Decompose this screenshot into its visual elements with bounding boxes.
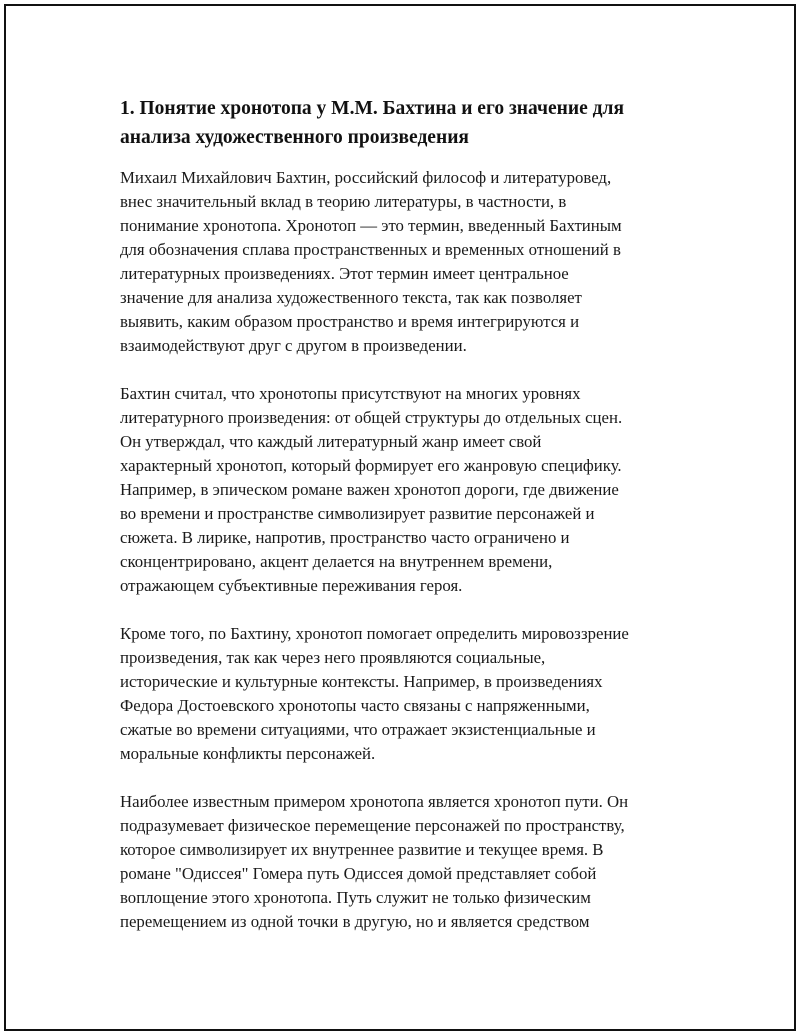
paragraph-1: [120, 166, 700, 358]
paragraph-2: [120, 382, 700, 598]
text-line: сжатые во времени ситуациями, что отражает экзистенциальные и: [120, 720, 596, 739]
text-line: романе "Одиссея" Гомера путь Одиссея домой представляет собой: [120, 864, 597, 883]
text-line: перемещением из одной точки в другую, но и является средством: [120, 912, 590, 931]
text-line: понимание хронотопа. Хронотоп — это термин, введенный Бахтиным: [120, 216, 622, 235]
text-line: Бахтин считал, что хронотопы присутствуют на многих уровнях: [120, 384, 581, 403]
page-frame: [4, 4, 796, 1031]
text-line: выявить, каким образом пространство и время интегрируются и: [120, 312, 580, 331]
text-line: сконцентрировано, акцент делается на внутреннем времени,: [120, 552, 553, 571]
text-line: Кроме того, по Бахтину, хронотоп помогает определить мировоззрение: [120, 624, 629, 643]
text-line: исторические и культурные контексты. Например, в произведениях: [120, 672, 603, 691]
paragraph-3: [120, 622, 700, 766]
heading-line: анализа художественного произведения: [120, 127, 469, 148]
text-line: подразумевает физическое перемещение персонажей по пространству,: [120, 816, 625, 835]
section-heading: [120, 94, 700, 152]
text-line: сюжета. В лирике, напротив, пространство часто ограничено и: [120, 528, 570, 547]
text-line: литературного произведения: от общей структуры до отдельных сцен.: [120, 408, 623, 427]
text-line: Он утверждал, что каждый литературный жанр имеет свой: [120, 432, 542, 451]
text-line: во времени и пространстве символизирует развитие персонажей и: [120, 504, 595, 523]
text-line: Михаил Михайлович Бахтин, российский философ и литературовед,: [120, 168, 612, 187]
text-line: Наиболее известным примером хронотопа является хронотоп пути. Он: [120, 792, 629, 811]
text-line: моральные конфликты персонажей.: [120, 744, 376, 763]
document-body: [120, 94, 700, 958]
text-line: литературных произведениях. Этот термин имеет центральное: [120, 264, 569, 283]
text-line: значение для анализа художественного текста, так как позволяет: [120, 288, 582, 307]
text-line: Например, в эпическом романе важен хронотоп дороги, где движение: [120, 480, 619, 499]
heading-line: 1. Понятие хронотопа у М.М. Бахтина и его значение для: [120, 98, 625, 119]
text-line: воплощение этого хронотопа. Путь служит не только физическим: [120, 888, 591, 907]
text-line: произведения, так как через него проявляются социальные,: [120, 648, 546, 667]
text-line: которое символизирует их внутреннее развитие и текущее время. В: [120, 840, 604, 859]
text-line: взаимодействуют друг с другом в произведении.: [120, 336, 467, 355]
text-line: внес значительный вклад в теорию литературы, в частности, в: [120, 192, 567, 211]
text-line: Федора Достоевского хронотопы часто связаны с напряженными,: [120, 696, 590, 715]
text-line: отражающем субъективные переживания героя.: [120, 576, 463, 595]
paragraph-4: [120, 790, 700, 934]
text-line: для обозначения сплава пространственных и временных отношений в: [120, 240, 621, 259]
text-line: характерный хронотоп, который формирует его жанровую специфику.: [120, 456, 622, 475]
